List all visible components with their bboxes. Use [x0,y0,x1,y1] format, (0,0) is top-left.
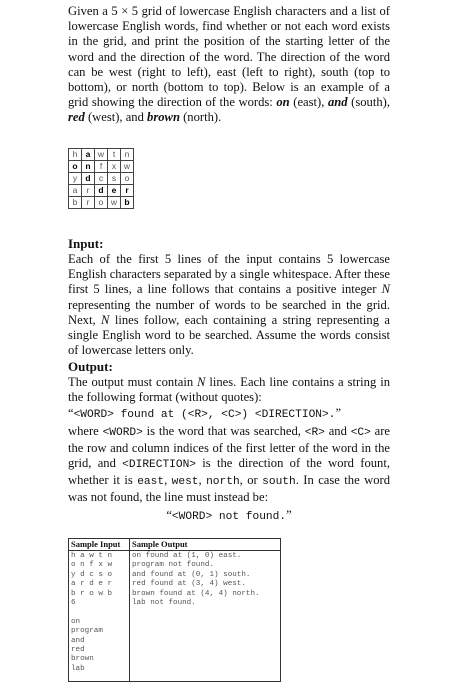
sample-input-line: on [71,617,81,626]
grid-row [69,161,134,173]
grid-cell: b [69,197,82,209]
output-heading: Output: [68,359,113,374]
sample-input-line: brown [71,655,94,664]
sample-input-line: y d c s o [71,570,113,579]
grid-cell: o [69,161,82,173]
sample-output-line: and found at (0, 1) south. [132,570,251,579]
sample-input-line: lab [71,664,85,673]
sample-input-line [71,608,127,617]
grid-cell: o [95,197,108,209]
grid-cell: w [95,149,108,161]
grid-cell: a [69,185,82,197]
sample-input-header: Sample Input [69,539,130,551]
sample-input-line: o n f x w [71,561,113,570]
grid-row [69,185,134,197]
grid-row [69,197,134,209]
grid-cell: r [82,197,95,209]
word-on: on [276,95,290,110]
grid-cell: x [108,161,121,173]
grid-cell: r [121,185,134,197]
notfound-format: “<WORD> not found.” [166,507,292,523]
sample-table [68,538,281,682]
sample-input-line: red [71,646,85,655]
grid-cell: e [108,185,121,197]
grid-row [69,173,134,185]
sample-input-line: and [71,636,85,645]
grid-cell: a [82,149,95,161]
sample-input-line: 6 [71,599,76,608]
sample-output-line: on found at (1, 0) east. [132,552,242,560]
grid-cell: f [95,161,108,173]
sample-input-cell [69,551,130,682]
letter-grid [68,148,134,209]
grid-cell: h [69,149,82,161]
intro-paragraph: Given a 5 × 5 grid of lowercase English characters and a list of lowercase English words, find whether or not each word exists in the grid, and print the position of the starting letter of the word and the direction of the word. The direction of the word can be west (right to left), east (left to right), south (top to bottom), or north (bottom to top). Below is an example of a grid showing the direction of the words: on (east), and (south), red (west), and brown (north). [68,4,391,125]
grid-row [69,149,134,161]
output-format: “<WORD> found at (<R>, <C>) <DIRECTION>.” [68,406,342,422]
sample-output-line: program not found. [132,561,215,570]
word-red: red [68,110,85,125]
input-heading: Input: [68,236,104,251]
sample-output-line: red found at (3, 4) west. [132,580,246,589]
grid-cell: n [82,161,95,173]
sample-output-line: lab not found. [132,599,196,608]
grid-cell: b [121,197,134,209]
word-brown: brown [147,110,180,125]
word-and: and [327,95,348,110]
sample-input-line: a r d e r [71,580,113,589]
sample-output-cell [130,551,281,682]
input-paragraph: Each of the first 5 lines of the input contains 5 lowercase English characters separated by a single whitespace. After these first 5 lines, a line follows that contains a positive integer N representing the number of words to be searched in the grid. Next, N lines follow, each containing a string representing a single English word to be searched. Assume the words consist of lowercase letters only. [68,252,391,358]
sample-input-line: b r o w b [71,589,113,598]
input-section [68,236,390,358]
output-explanation: where <WORD> is the word that was searched, <R> and <C> are the row and column indices of the first letter of the word in the grid, and <DIRECTION> is the direction of the word fount, whether it is east, west, north, or south. In case the word was not found, the line must instead be: [68,423,391,505]
grid-cell: d [95,185,108,197]
grid-cell: d [82,173,95,185]
grid-cell: c [95,173,108,185]
sample-output-header: Sample Output [130,539,281,551]
sample-input-line: program [71,627,103,636]
grid-cell: y [69,173,82,185]
grid-cell: w [121,161,134,173]
output-section [68,359,390,525]
grid-cell: w [108,197,121,209]
output-paragraph: The output must contain N lines. Each line contains a string in the following format (without quotes): [68,375,390,405]
grid-cell: r [82,185,95,197]
grid-cell: n [121,149,134,161]
grid-cell: o [121,173,134,185]
grid-cell: t [108,149,121,161]
sample-output-line: brown found at (4, 4) north. [132,589,260,598]
sample-input-line: h a w t n [71,552,113,560]
grid-cell: s [108,173,121,185]
problem-statement [68,4,391,673]
